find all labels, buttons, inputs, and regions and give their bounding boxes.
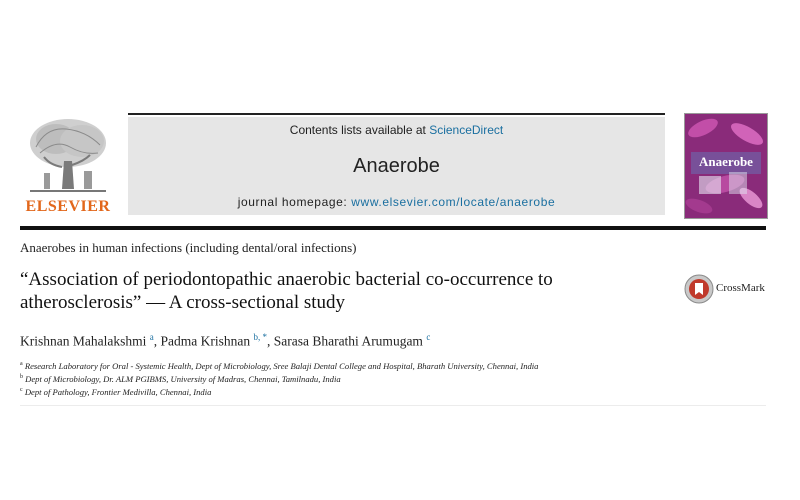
affiliation-list	[20, 359, 760, 398]
author-affiliation-ref[interactable]: c	[426, 332, 431, 342]
affiliation-item	[20, 385, 760, 398]
journal-title: Anaerobe	[353, 155, 440, 177]
affiliation-item	[20, 372, 760, 385]
affiliation-marker: b	[20, 373, 23, 380]
article-section: Anaerobes in human infections (including dental/oral infections)	[20, 240, 357, 255]
author-name[interactable]: Padma Krishnan	[160, 333, 251, 349]
affiliation-item	[20, 359, 760, 372]
header-top-rule	[128, 113, 665, 115]
journal-cover[interactable]	[684, 113, 768, 219]
author-name[interactable]: Krishnan Mahalakshmi	[20, 333, 147, 349]
header-bottom-rule	[20, 226, 766, 230]
elsevier-tree-logo-icon	[26, 117, 110, 197]
article-title-line-2: atherosclerosis” — A cross-sectional study	[20, 292, 346, 313]
affiliation-text: Dept of Pathology, Frontier Medivilla, Chennai, India	[24, 386, 212, 397]
crossmark-icon	[684, 274, 714, 304]
author-affiliation-ref[interactable]: a	[149, 332, 154, 342]
sciencedirect-link[interactable]: ScienceDirect	[429, 123, 504, 137]
author-separator: ,	[266, 333, 274, 349]
author-name[interactable]: Sarasa Bharathi Arumugam	[273, 333, 423, 349]
contents-prefix: Contents lists available at	[289, 123, 430, 137]
article-title-line-1: “Association of periodontopathic anaerobic bacterial co-occurrence to	[20, 269, 553, 290]
journal-info-box	[128, 117, 665, 215]
affiliation-text: Dept of Microbiology, Dr. ALM PGIBMS, University of Madras, Chennai, Tamilnadu, India	[25, 373, 341, 384]
author-affiliation-ref[interactable]: b, *	[253, 332, 267, 342]
affiliation-marker: c	[20, 386, 23, 393]
crossmark-label: CrossMark	[716, 282, 765, 294]
homepage-prefix: journal homepage:	[237, 195, 352, 209]
author-separator: ,	[153, 333, 161, 349]
contents-line	[128, 123, 665, 137]
elsevier-wordmark: ELSEVIER	[25, 198, 111, 215]
homepage-link[interactable]: www.elsevier.com/locate/anaerobe	[351, 195, 556, 209]
affiliation-marker: a	[20, 361, 23, 367]
crossmark-button[interactable]	[684, 274, 774, 304]
author-list	[20, 332, 740, 350]
affiliation-text: Research Laboratory for Oral - Systemic Health, Dept of Microbiology, Sree Balaji Dental College and Hospital, Bharath University, Chennai, India	[24, 360, 539, 371]
article-title	[20, 268, 670, 314]
section-divider	[20, 405, 766, 406]
elsevier-logo[interactable]	[20, 113, 116, 221]
journal-header	[20, 113, 766, 221]
cover-title: Anaerobe	[699, 154, 753, 169]
homepage-line	[128, 195, 665, 209]
